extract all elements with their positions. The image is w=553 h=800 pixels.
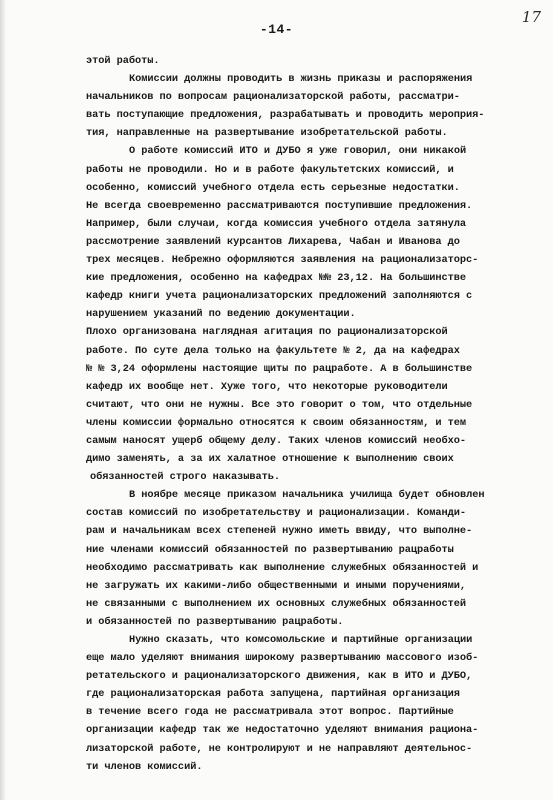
page-number: -14- [259,22,294,37]
text-line: работы не проводили. Но и в работе факультетских комиссий, и [86,163,454,176]
text-line: тия, направленные на развертывание изобретательской работы. [86,127,448,140]
text-line: Комиссии должны проводить в жизнь приказы и распоряжения [129,73,473,86]
text-line: ние членами комиссий обязанностей по развертыванию рацработы [86,543,454,556]
text-line: № № 3,24 оформлены настоящие щиты по рацработе. А в большинстве [86,362,473,375]
text-line: считают, что они не нужны. Все это говорит о том, что отдельные [86,398,473,411]
text-line: члены комиссии формально относятся к своим обязанностям, и тем [86,416,467,429]
text-line: этой работы. [86,55,160,67]
text-line: кафедр их вообще нет. Хуже того, что некоторые руководители [86,380,448,393]
text-line: ретательского и рационализаторского движения, как в ИТО и ДУБО, [86,670,473,683]
text-line: ти членов комиссий. [86,760,203,773]
text-line: вать поступающие предложения, разрабатывать и проводить мероприя- [86,109,485,122]
text-line: не связанными с выполнением их основных служебных обязанностей [86,597,467,610]
handwritten-page-mark: 17 [521,8,541,26]
text-line: особенно, комиссий учебного отдела есть серьезные недостатки. [86,181,460,194]
text-line: нарушением указаний по ведению документации. [86,308,356,321]
text-line: кие предложения, особенно на кафедрах №№ 23,12. На большинстве [86,272,467,285]
page-edge-shadow [0,0,6,800]
text-line: В ноябре месяце приказом начальника училища будет обновлен [129,489,485,502]
text-line: трех месяцев. Небрежно оформляются заявления на рационализаторс- [86,254,479,267]
text-line: самым наносят ущерб общему делу. Таких членов комиссий необхо- [86,434,467,447]
text-line: димо заменять, а за их халатное отношение к выполнению своих [86,453,454,466]
text-line: Плохо организована наглядная агитация по рационализаторской [86,326,448,339]
text-line: Нужно сказать, что комсомольские и партийные организации [129,634,473,646]
text-line: кафедр книги учета рационализаторских предложений заполняются с [86,290,473,303]
text-line: где рационализаторская работа запущена, партийная организация [86,688,460,701]
text-line: Например, были случаи, когда комиссия учебного отдела затянула [86,217,467,230]
text-line: не загружать их какими-либо общественными и иными поручениями, [86,579,467,592]
text-line: состав комиссий по изобретательству и рационализации. Команди- [86,507,467,520]
text-line: обязанностей строго наказывать. [90,471,281,484]
text-line: в течение всего года не рассматривала этот вопрос. Партийные [86,706,454,719]
text-line: работе. По суте дела только на факультете № 2, да на кафедрах [86,344,460,357]
text-line: О работе комиссий ИТО и ДУБО я уже говорил, они никакой [129,145,467,158]
text-line: Не всегда своевременно рассматриваются поступившие предложения. [86,199,473,212]
text-line: начальников по вопросам рационализаторской работы, рассматри- [86,91,460,104]
text-line: организации кафедр так же недостаточно уделяют внимания рациона- [86,724,479,737]
document-body [86,52,546,776]
text-line: и обязанностей по развертыванию рацработы. [86,615,344,628]
text-line: необходимо рассматривать как выполнение служебных обязанностей и [86,561,479,574]
text-line: рассмотрение заявлений курсантов Лихарева, Чабан и Иванова до [86,235,460,248]
text-line: еще мало уделяют внимания широкому развертыванию массового изоб- [86,652,479,665]
text-line: рам и начальникам всех степеней нужно иметь ввиду, что выполне- [86,525,473,538]
text-line: лизаторской работе, не контролируют и не направляют деятельнос- [86,742,473,755]
